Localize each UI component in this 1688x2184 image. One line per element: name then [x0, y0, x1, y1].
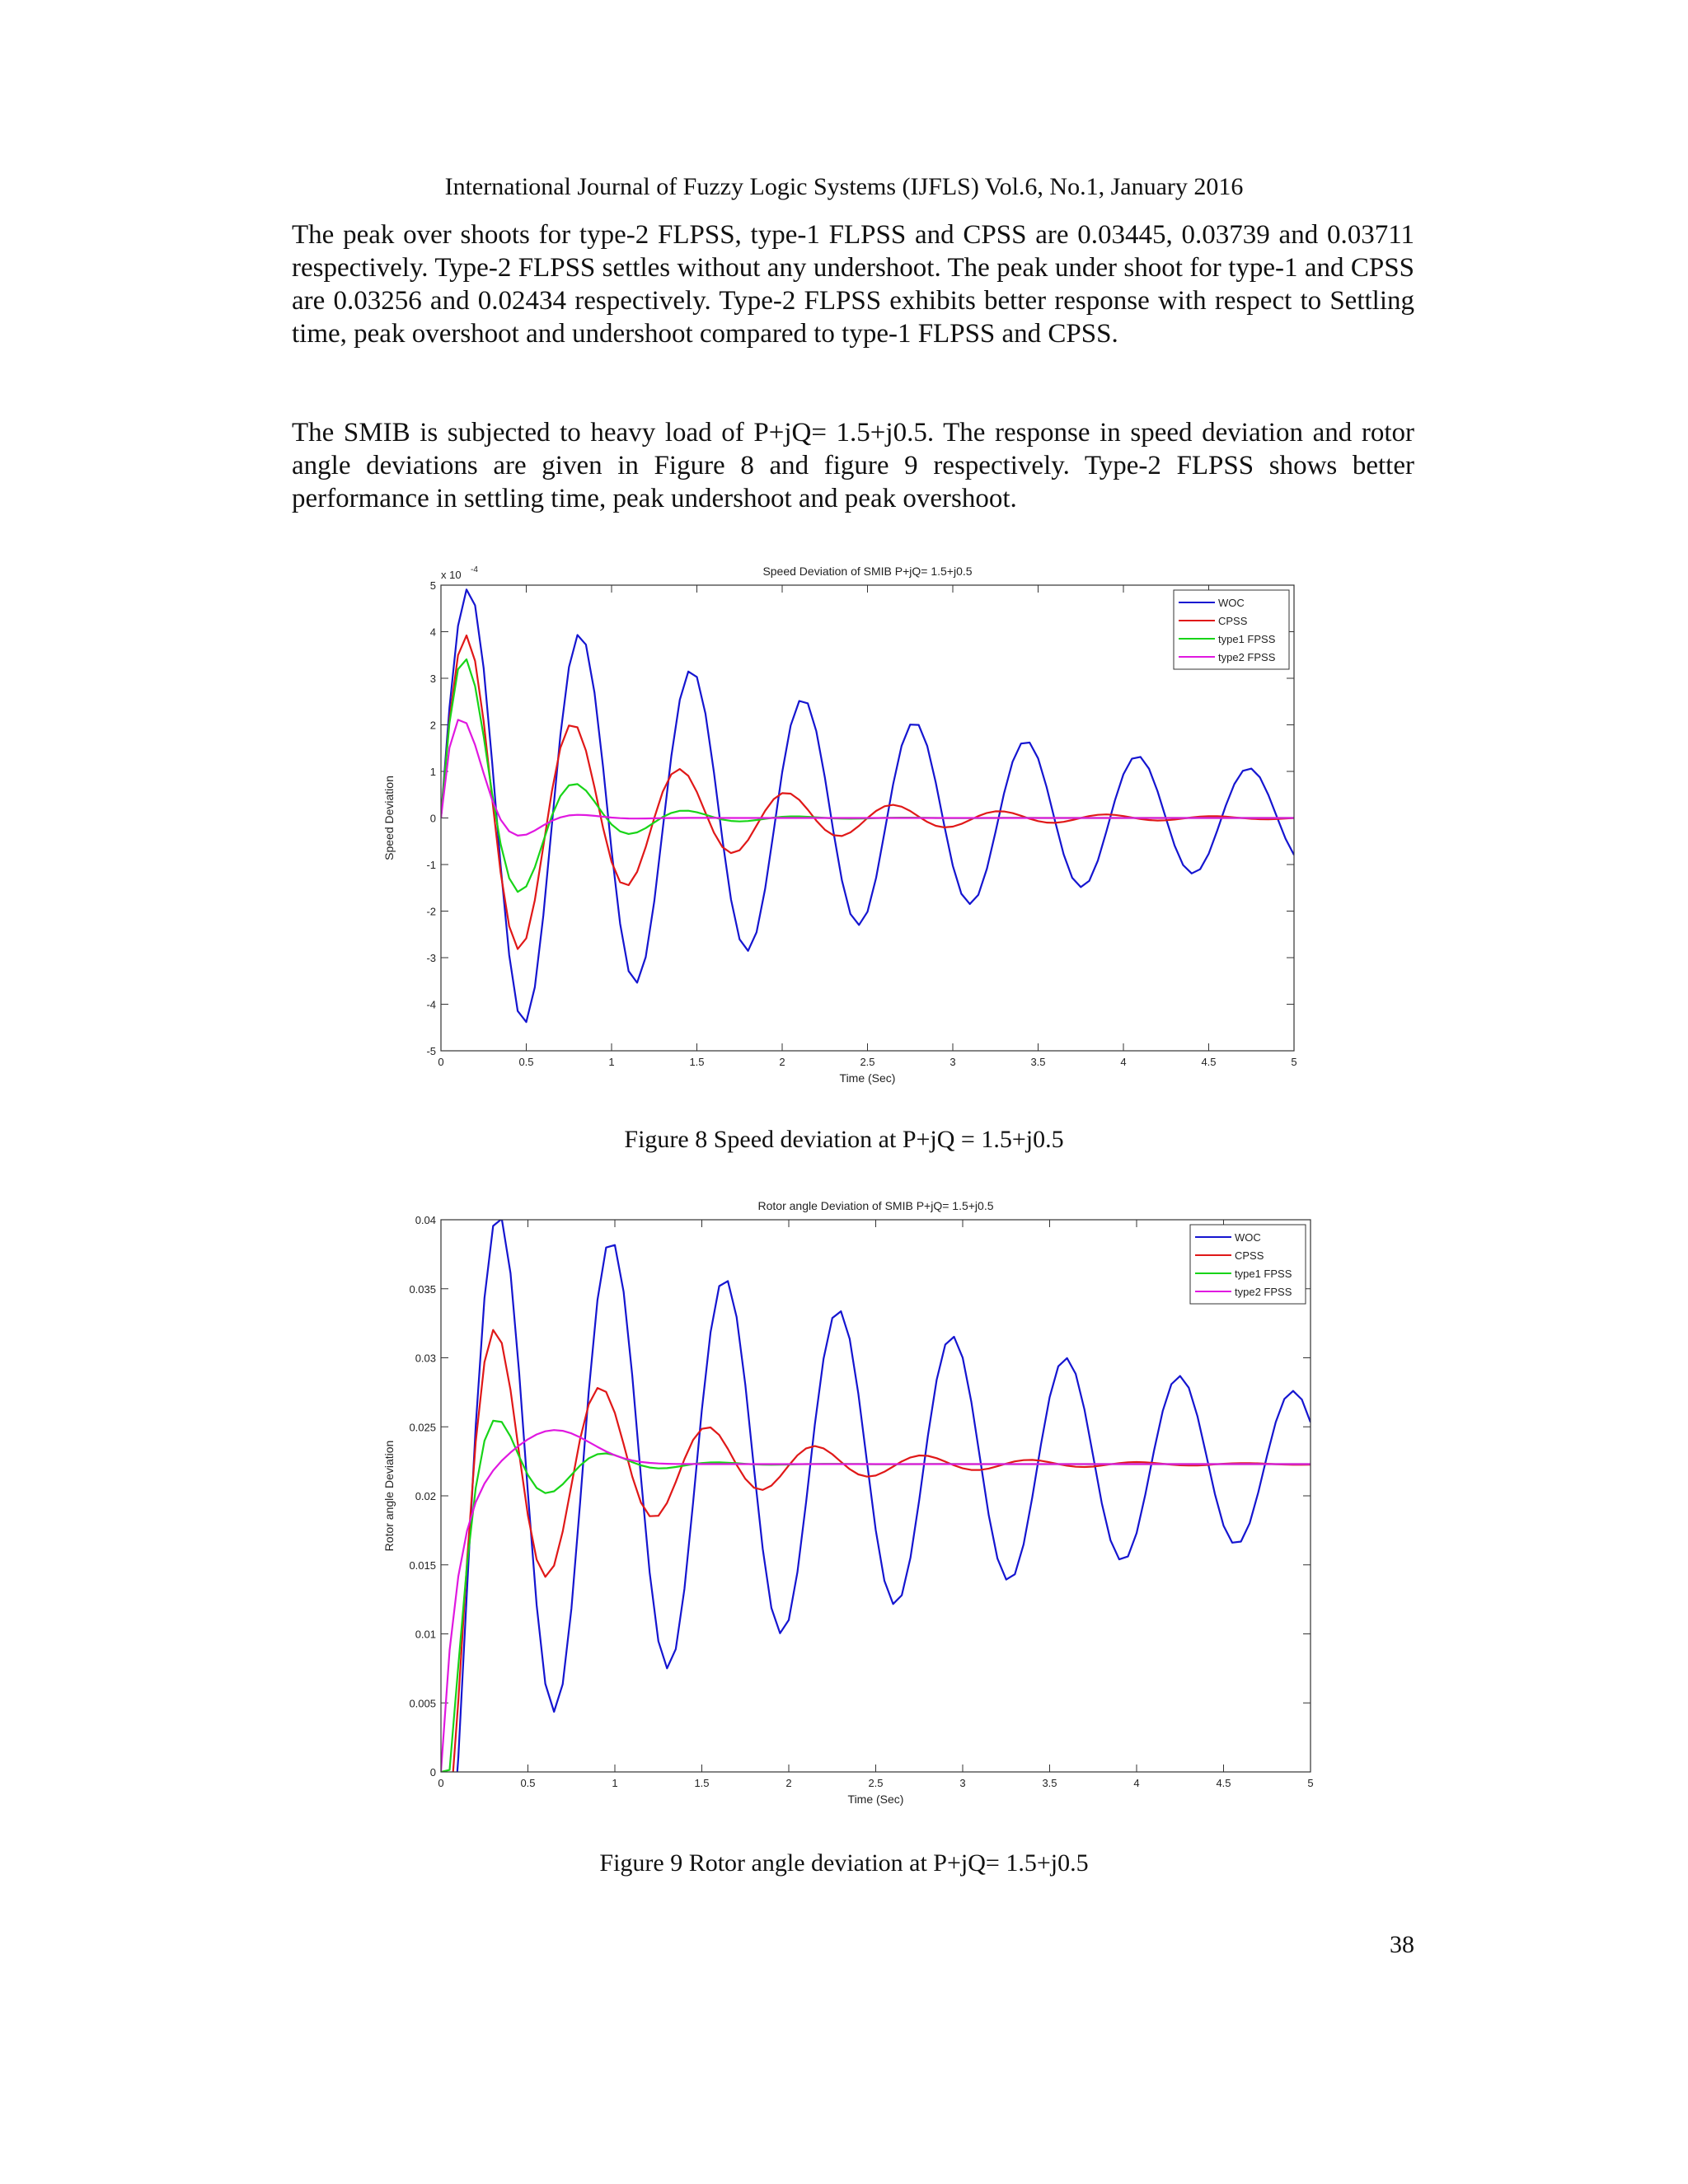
x-tick-label: 2 [779, 1056, 785, 1068]
journal-header: International Journal of Fuzzy Logic Systems (IJFLS) Vol.6, No.1, January 2016 [444, 173, 1244, 200]
x-tick-label: 3 [950, 1056, 956, 1068]
series-line-woc [441, 589, 1294, 1022]
x-tick-label: 2.5 [860, 1056, 875, 1068]
chart-title: Speed Deviation of SMIB P+jQ= 1.5+j0.5 [762, 565, 973, 578]
y-exponent-label: x 10 [441, 569, 462, 581]
y-tick-label: -2 [426, 905, 436, 918]
y-tick-label: 2 [429, 719, 436, 732]
y-tick-label: 0.03 [415, 1352, 436, 1365]
figure-9-caption: Figure 9 Rotor angle deviation at P+jQ= 1.5+j0.5 [599, 1849, 1089, 1877]
x-tick-label: 2 [785, 1777, 792, 1789]
y-tick-label: 0.005 [409, 1697, 436, 1710]
x-axis-label: Time (Sec) [847, 1793, 904, 1806]
y-tick-label: 0.02 [415, 1490, 436, 1502]
x-tick-label: 4.5 [1201, 1056, 1217, 1068]
plot-frame [441, 1220, 1311, 1772]
x-tick-label: 0.5 [518, 1056, 534, 1068]
legend-entry: WOC [1218, 597, 1245, 609]
x-tick-label: 1.5 [694, 1777, 710, 1789]
y-tick-label: 0.025 [409, 1421, 436, 1434]
paragraph-2: The SMIB is subjected to heavy load of P+jQ= 1.5+j0.5. The response in speed deviation and rotor angle deviations are given in Figure 8 and figure 9 respectively. Type-2 FLPSS shows better performance in settling time, peak undershoot and peak overshoot. [292, 418, 1414, 513]
x-tick-label: 1.5 [689, 1056, 705, 1068]
x-tick-label: 4.5 [1216, 1777, 1231, 1789]
y-tick-label: 4 [429, 626, 436, 639]
y-axis-label: Speed Deviation [382, 776, 396, 860]
x-tick-label: 1 [608, 1056, 615, 1068]
legend-entry: type1 FPSS [1235, 1268, 1292, 1280]
y-exponent-power: -4 [471, 565, 478, 574]
legend-entry: CPSS [1235, 1249, 1264, 1262]
figure-8-speed-deviation-chart [382, 556, 1319, 1085]
x-tick-label: 5 [1291, 1056, 1297, 1068]
series-line-type1-fpss [441, 659, 1294, 892]
legend-entry: type1 FPSS [1218, 633, 1276, 645]
series-group [441, 589, 1294, 1022]
legend-entry: type2 FPSS [1235, 1286, 1292, 1298]
x-tick-label: 3.5 [1030, 1056, 1046, 1068]
series-line-cpss [441, 1330, 1314, 1820]
series-line-type2-fpss [441, 719, 1294, 836]
page-number: 38 [1390, 1931, 1414, 1958]
y-tick-label: 5 [429, 579, 436, 592]
figure-9-rotor-angle-chart [379, 1191, 1319, 1817]
x-tick-label: 0 [438, 1056, 444, 1068]
y-tick-label: 0.01 [415, 1628, 436, 1641]
figure-8-caption: Figure 8 Speed deviation at P+jQ = 1.5+j0.5 [624, 1126, 1064, 1153]
y-tick-label: 0.015 [409, 1558, 436, 1572]
x-tick-label: 3.5 [1042, 1777, 1057, 1789]
legend-entry: CPSS [1218, 615, 1248, 627]
x-tick-label: 0 [438, 1777, 444, 1789]
y-tick-label: 0 [429, 812, 436, 825]
y-tick-label: 3 [429, 673, 436, 685]
x-tick-label: 5 [1307, 1777, 1314, 1789]
y-tick-label: 1 [429, 766, 436, 778]
y-tick-label: 0.035 [409, 1282, 436, 1296]
chart-title: Rotor angle Deviation of SMIB P+jQ= 1.5+j0.5 [757, 1199, 994, 1212]
y-tick-label: -5 [426, 1045, 436, 1057]
legend-entry: type2 FPSS [1218, 651, 1276, 663]
x-tick-label: 0.5 [520, 1777, 536, 1789]
y-tick-label: -1 [426, 859, 436, 871]
series-line-type1-fpss [441, 1421, 1311, 1772]
paragraph-1: The peak over shoots for type-2 FLPSS, type-1 FLPSS and CPSS are 0.03445, 0.03739 and 0.03711 respectively. Type-2 FLPSS settles without any undershoot. The peak under shoot for type-1 and CPSS are 0.03256 and 0.02434 respectively. Type-2 FLPSS exhibits better response with respect to Settling time, peak overshoot and undershoot compared to type-1 FLPSS and CPSS. [292, 220, 1414, 349]
x-tick-label: 1 [612, 1777, 618, 1789]
y-tick-label: 0.04 [415, 1214, 436, 1226]
x-tick-label: 3 [959, 1777, 966, 1789]
x-tick-label: 4 [1133, 1777, 1140, 1789]
y-tick-label: -4 [426, 998, 436, 1011]
y-tick-label: -3 [426, 952, 436, 964]
y-tick-label: 0 [429, 1766, 436, 1779]
legend-entry: WOC [1235, 1231, 1261, 1244]
series-line-cpss [441, 635, 1294, 949]
x-tick-label: 2.5 [868, 1777, 884, 1789]
x-axis-label: Time (Sec) [839, 1071, 896, 1085]
x-tick-label: 4 [1120, 1056, 1127, 1068]
y-axis-label: Rotor angle Deviation [382, 1440, 396, 1552]
